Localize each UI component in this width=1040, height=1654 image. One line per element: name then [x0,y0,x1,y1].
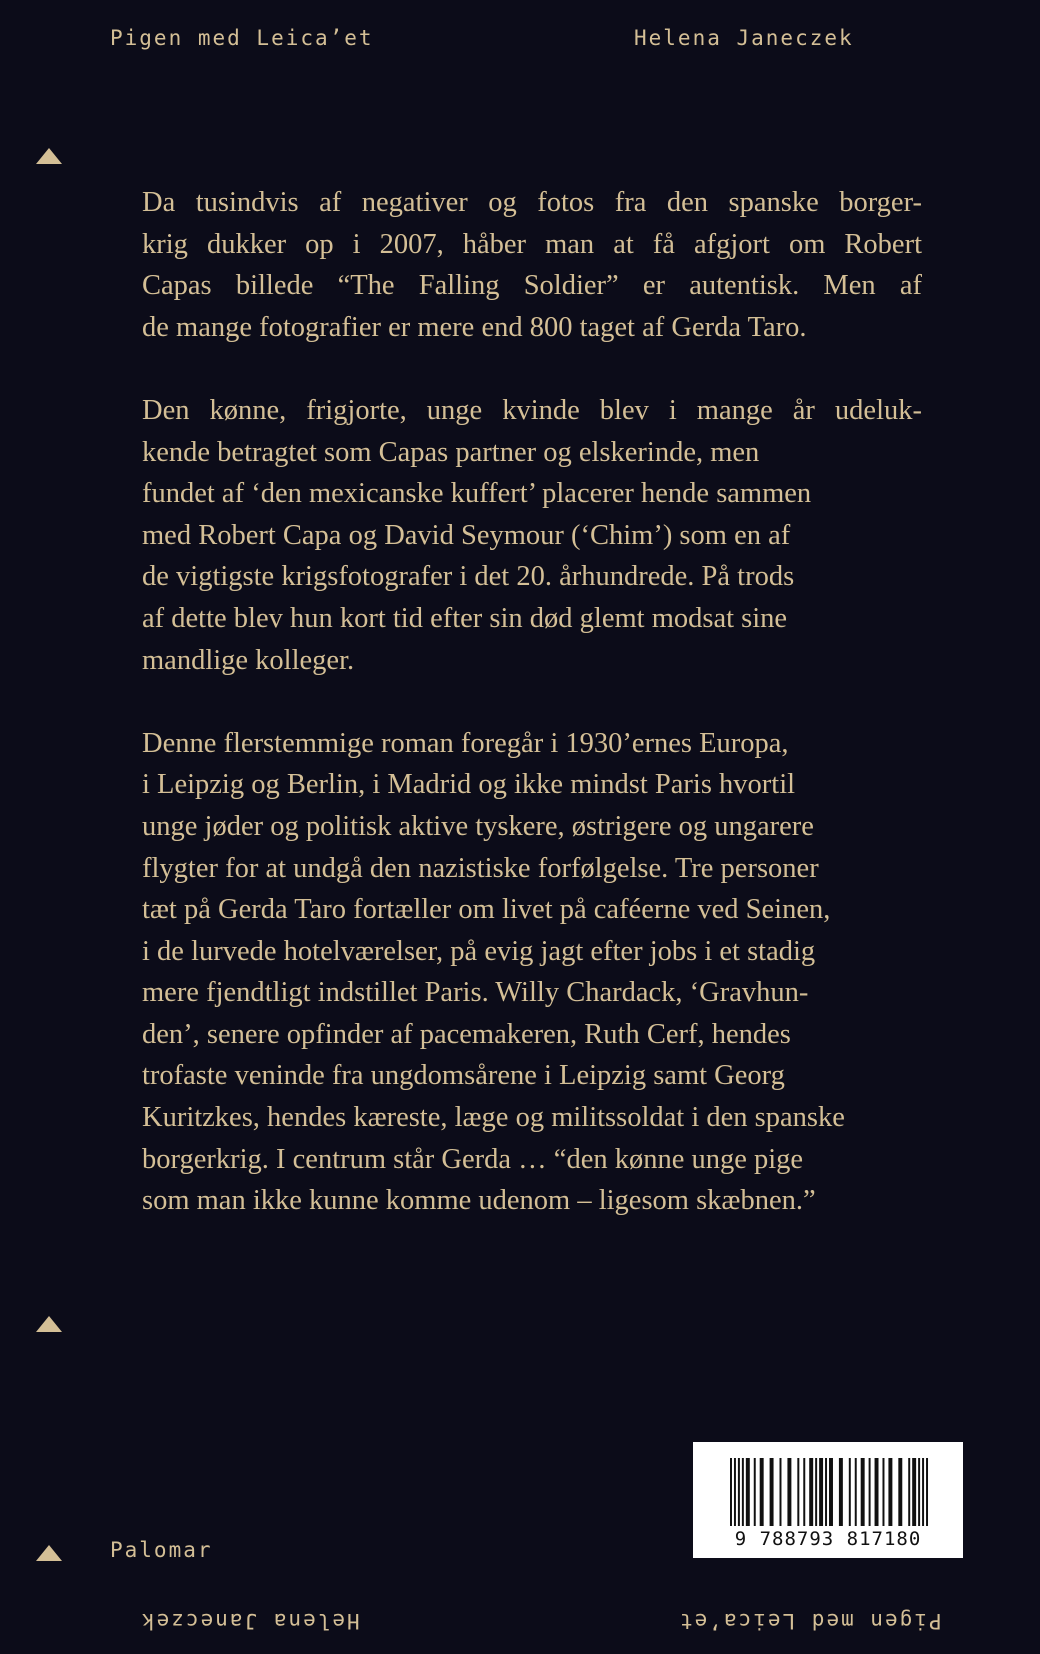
barcode-bar [829,1458,833,1526]
barcode-bar [738,1458,740,1526]
barcode-bar [734,1458,736,1526]
blurb-line: Denne flerstemmige roman foregår i 1930’ernes Europa, [142,727,789,759]
blurb-line: borgerkrig. I centrum står Gerda … “den kønne unge pige [142,1143,804,1175]
barcode-bar [809,1458,813,1526]
barcode-bar [861,1458,865,1526]
blurb-line: trofaste veninde fra ungdomsårene i Leipzig samt Georg [142,1060,785,1092]
barcode-bar [742,1458,744,1526]
barcode-bar [780,1458,782,1526]
barcode-bar [912,1458,916,1526]
publisher-name: Palomar [110,1538,213,1562]
blurb-paragraph-2 [142,390,922,681]
blurb-line: som man ikke kunne komme udenom – ligesom skæbnen.” [142,1185,816,1217]
barcode-bar [787,1458,791,1526]
blurb-paragraph-1 [142,182,922,348]
blurb-line: unge jøder og politisk aktive tyskere, østrigere og ungarere [142,810,814,842]
blurb-line: mandlige kolleger. [142,644,355,676]
blurb-line: af dette blev hun kort tid efter sin død glemt modsat sine [142,602,788,634]
barcode-digits: 9 788793 817180 [734,1528,922,1550]
barcode-bar [922,1458,924,1526]
blurb-line: den’, senere opfinder af pacemakeren, Ruth Cerf, hendes [142,1018,791,1050]
blurb-line: kende betragtet som Capas partner og elskerinde, men [142,436,760,468]
blurb-line: flygter for at undgå den nazistiske forfølgelse. Tre personer [142,852,819,884]
blurb-paragraph-3 [142,723,922,1222]
barcode-bar [898,1458,902,1526]
blurb-line: i Leipzig og Berlin, i Madrid og ikke mindst Paris hvortil [142,769,796,801]
blurb-line: Capas billede “The Falling Soldier” er autentisk. Men af [142,270,922,302]
barcode-bar [869,1458,871,1526]
barcode-bar [819,1458,823,1526]
footer-author-flipped: Helena Janeczek [140,1609,360,1633]
header-author-name: Helena Janeczek [634,26,854,50]
blurb-line: Kuritzkes, hendes kæreste, læge og militssoldat i den spanske [142,1102,845,1134]
barcode-bar [839,1458,843,1526]
blurb-line: med Robert Capa og David Seymour (‘Chim’) som en af [142,519,791,551]
blurb-line: Den kønne, frigjorte, unge kvinde blev i mange år udeluk- [142,394,922,426]
barcode-bar [888,1458,892,1526]
barcode-bar [746,1458,750,1526]
blurb-line: de vigtigste krigsfotografer i det 20. århundrede. På trods [142,561,795,593]
header-book-title: Pigen med Leica’et [110,26,374,50]
barcode-bar [882,1458,884,1526]
barcode-bar [825,1458,827,1526]
blurb-line: krig dukker op i 2007, håber man at få afgjort om Robert [142,228,922,260]
isbn-barcode [693,1442,963,1558]
barcode-bar [797,1458,799,1526]
barcode-bar [908,1458,910,1526]
blurb-line: tæt på Gerda Taro fortæller om livet på caféerne ved Seinen, [142,894,831,926]
blurb-line: Da tusindvis af negativer og fotos fra den spanske borger- [142,187,922,218]
blurb-text [142,182,922,1263]
barcode-bar [875,1458,879,1526]
barcode-bar [926,1458,928,1526]
blurb-line: de mange fotografier er mere end 800 taget af Gerda Taro. [142,311,807,343]
barcode-bars [730,1458,930,1526]
triangle-marker-icon [36,1316,62,1332]
barcode-bar [849,1458,851,1526]
barcode-bar [760,1458,764,1526]
footer-title-flipped: Pigen med Leica’et [678,1609,942,1633]
barcode-bar [754,1458,756,1526]
triangle-marker-icon [36,1545,62,1561]
blurb-line: fundet af ‘den mexicanske kuffert’ placerer hende sammen [142,478,812,510]
barcode-bar [815,1458,817,1526]
triangle-marker-icon [36,148,62,164]
barcode-bar [918,1458,920,1526]
blurb-line: i de lurvede hotelværelser, på evig jagt efter jobs i et stadig [142,935,816,967]
barcode-bar [855,1458,857,1526]
barcode-bar [803,1458,805,1526]
blurb-line: mere fjendtligt indstillet Paris. Willy Chardack, ‘Gravhun- [142,977,809,1009]
barcode-bar [770,1458,774,1526]
barcode-bar [730,1458,732,1526]
